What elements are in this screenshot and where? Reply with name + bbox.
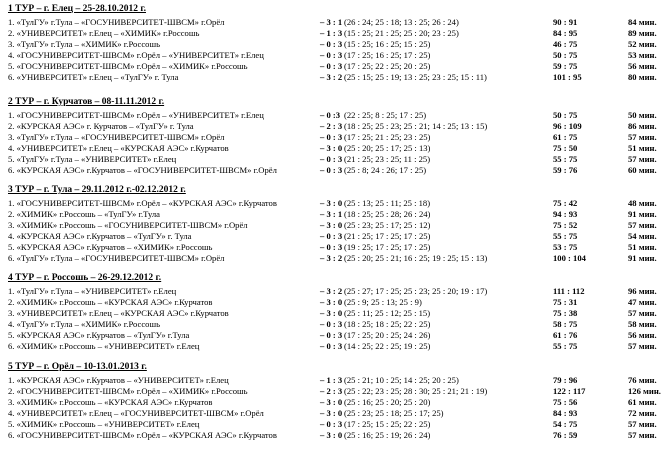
match-duration: 61 мин. [628, 397, 657, 407]
match-score: – 3 : 2 [320, 286, 343, 296]
match-row [8, 72, 658, 82]
match-duration: 51 мин. [628, 242, 657, 252]
match-duration: 84 мин. [628, 17, 657, 27]
match-teams: 1. «ГОСУНИВЕРСИТЕТ-ШВСМ» г.Орёл – «УНИВЕРСИТЕТ» г.Елец [8, 110, 264, 120]
match-teams: 5. «КУРСКАЯ АЭС» г.Курчатов – «ХИМИК» г.Россошь [8, 242, 213, 252]
match-score: – 0 : 3 [320, 319, 343, 329]
match-row [8, 165, 658, 175]
match-points: 122 : 117 [553, 386, 586, 396]
match-duration: 52 мин. [628, 39, 657, 49]
match-row [8, 220, 658, 230]
match-score: – 0 : 3 [320, 154, 343, 164]
match-score: – 3 : 0 [320, 397, 343, 407]
match-score: – 3 : 0 [320, 408, 343, 418]
match-points: 46 : 75 [553, 39, 578, 49]
match-duration: 56 мин. [628, 61, 657, 71]
match-points: 75 : 42 [553, 198, 578, 208]
match-points: 75 : 56 [553, 397, 578, 407]
match-points: 100 : 104 [553, 253, 586, 263]
match-set-scores: (17 : 25; 15 : 25; 22 : 25) [344, 419, 431, 429]
match-score: – 0 : 3 [320, 330, 343, 340]
match-row [8, 308, 658, 318]
match-points: 58 : 75 [553, 319, 578, 329]
match-duration: 50 мин. [628, 110, 657, 120]
match-set-scores: (17 : 25; 21 : 25; 23 : 25) [344, 132, 431, 142]
match-set-scores: (25 : 9; 25 : 13; 25 : 9) [344, 297, 422, 307]
match-row [8, 386, 661, 396]
match-points: 54 : 75 [553, 419, 578, 429]
match-row [8, 297, 658, 307]
match-duration: 89 мин. [628, 28, 657, 38]
match-teams: 5. «ГОСУНИВЕРСИТЕТ-ШВСМ» г.Орёл – «ХИМИК» г.Россошь [8, 61, 248, 71]
match-duration: 53 мин. [628, 50, 657, 60]
match-teams: 3. «ТулГУ» г.Тула – «ХИМИК» г.Россошь [8, 39, 160, 49]
match-set-scores: (25 : 27; 17 : 25; 25 : 23; 25 : 20; 19 : 17) [344, 286, 488, 296]
match-set-scores: (25 : 23; 25 : 18; 25 : 17; 25) [344, 408, 444, 418]
match-row [8, 121, 658, 131]
match-points: 75 : 31 [553, 297, 578, 307]
match-teams: 5. «КУРСКАЯ АЭС» г.Курчатов – «ТулГУ» г.Тула [8, 330, 190, 340]
match-duration: 57 мин. [628, 341, 657, 351]
match-duration: 47 мин. [628, 297, 657, 307]
match-score: – 3 : 0 [320, 308, 343, 318]
match-row [8, 154, 658, 164]
match-row [8, 408, 658, 418]
match-set-scores: (17 : 25; 20 : 25; 24 : 26) [344, 330, 431, 340]
match-duration: 57 мин. [628, 220, 657, 230]
match-teams: 4. «КУРСКАЯ АЭС» г.Курчатов – «ТулГУ» г. Тула [8, 231, 192, 241]
match-duration: 76 мин. [628, 375, 657, 385]
match-teams: 2. «УНИВЕРСИТЕТ» г.Елец – «ХИМИК» г.Россошь [8, 28, 200, 38]
match-row [8, 231, 658, 241]
match-row [8, 375, 658, 385]
match-score: – 3 : 0 [320, 430, 343, 440]
match-row [8, 242, 658, 252]
match-duration: 57 мин. [628, 430, 657, 440]
match-score: – 3 : 0 [320, 220, 343, 230]
match-duration: 91 мин. [628, 209, 657, 219]
match-set-scores: (25 : 23; 25 : 17; 25 : 12) [344, 220, 431, 230]
match-row [8, 132, 658, 142]
match-row [8, 419, 658, 429]
match-points: 94 : 93 [553, 209, 578, 219]
match-row [8, 319, 658, 329]
match-duration: 57 мин. [628, 419, 657, 429]
match-teams: 2. «КУРСКАЯ АЭС» г. Курчатов – «ТулГУ» г. Тула [8, 121, 194, 131]
match-score: – 0 : 3 [320, 419, 343, 429]
match-row [8, 39, 658, 49]
match-set-scores: (19 : 25; 17 : 25; 17 : 25) [344, 242, 431, 252]
match-set-scores: (26 : 24; 25 : 18; 13 : 25; 26 : 24) [344, 17, 459, 27]
match-duration: 48 мин. [628, 198, 657, 208]
match-duration: 57 мин. [628, 154, 657, 164]
match-row [8, 330, 658, 340]
match-set-scores: (25 : 11; 25 : 12; 25 : 15) [344, 308, 431, 318]
match-set-scores: (18 : 25; 25 : 28; 26 : 24) [344, 209, 431, 219]
match-row [8, 28, 658, 38]
match-row [8, 253, 658, 263]
match-teams: 1. «ГОСУНИВЕРСИТЕТ-ШВСМ» г.Орёл – «КУРСКАЯ АЭС» г.Курчатов [8, 198, 277, 208]
match-row [8, 110, 658, 120]
match-row [8, 341, 658, 351]
match-points: 79 : 96 [553, 375, 578, 385]
match-set-scores: (17 : 25; 16 : 25; 17 : 25) [344, 50, 431, 60]
match-duration: 80 мин. [628, 72, 657, 82]
match-teams: 5. «ТулГУ» г.Тула – «УНИВЕРСИТЕТ» г.Елец [8, 154, 177, 164]
match-duration: 58 мин. [628, 319, 657, 329]
match-teams: 3. «ТулГУ» г.Тула – «ГОСУНИВЕРСИТЕТ-ШВСМ» г.Орёл [8, 132, 225, 142]
match-points: 61 : 75 [553, 132, 578, 142]
match-row [8, 17, 658, 27]
match-score: – 3 : 2 [320, 253, 343, 263]
match-score: – 0 : 3 [320, 242, 343, 252]
match-set-scores: (18 : 25; 18 : 25; 22 : 25) [344, 319, 431, 329]
match-teams: 4. «УНИВЕРСИТЕТ» г.Елец – «ГОСУНИВЕРСИТЕТ-ШВСМ» г.Орёл [8, 408, 264, 418]
match-score: – 0 : 3 [320, 231, 343, 241]
match-points: 55 : 75 [553, 154, 578, 164]
match-teams: 3. «ХИМИК» г.Россошь – «КУРСКАЯ АЭС» г.Курчатов [8, 397, 213, 407]
match-teams: 6. «УНИВЕРСИТЕТ» г.Елец – «ТулГУ» г. Тула [8, 72, 179, 82]
match-points: 53 : 75 [553, 242, 578, 252]
match-set-scores: (25 : 16; 25 : 20; 25 : 20) [344, 397, 431, 407]
match-duration: 51 мин. [628, 143, 657, 153]
match-set-scores: (15 : 25; 21 : 25; 25 : 20; 23 : 25) [344, 28, 459, 38]
match-set-scores: (18 : 25; 25 : 23; 25 : 21; 14 : 25; 13 : 15) [344, 121, 488, 131]
match-set-scores: (22 : 25; 8 : 25; 17 : 25) [344, 110, 427, 120]
tour-title: 4 ТУР – г. Россошь – 26-29.12.2012 г. [8, 273, 162, 283]
match-set-scores: (25 : 20; 25 : 21; 16 : 25; 19 : 25; 15 : 13) [344, 253, 488, 263]
match-score: – 0 : 3 [320, 61, 343, 71]
match-set-scores: (17 : 25; 22 : 25; 20 : 25) [344, 61, 431, 71]
match-points: 61 : 76 [553, 330, 578, 340]
match-score: – 3 : 1 [320, 17, 343, 27]
match-points: 50 : 75 [553, 110, 578, 120]
match-teams: 1. «ТулГУ» г.Тула – «УНИВЕРСИТЕТ» г.Елец [8, 286, 177, 296]
match-teams: 3. «УНИВЕРСИТЕТ» г.Елец – «КУРСКАЯ АЭС» г.Курчатов [8, 308, 229, 318]
match-teams: 6. «ХИМИК» г.Россошь – «УНИВЕРСИТЕТ» г.Елец [8, 341, 200, 351]
match-points: 84 : 95 [553, 28, 578, 38]
match-score: – 0 : 3 [320, 165, 343, 175]
match-row [8, 50, 658, 60]
match-teams: 2. «ГОСУНИВЕРСИТЕТ-ШВСМ» г.Орёл – «ХИМИК» г.Россошь [8, 386, 248, 396]
match-teams: 4. «ГОСУНИВЕРСИТЕТ-ШВСМ» г.Орёл – «УНИВЕРСИТЕТ» г.Елец [8, 50, 264, 60]
match-points: 50 : 75 [553, 50, 578, 60]
match-teams: 2. «ХИМИК» г.Россошь – «КУРСКАЯ АЭС» г.Курчатов [8, 297, 213, 307]
match-row [8, 143, 658, 153]
match-set-scores: (15 : 25; 16 : 25; 15 : 25) [344, 39, 431, 49]
match-points: 84 : 93 [553, 408, 578, 418]
match-duration: 56 мин. [628, 330, 657, 340]
match-points: 59 : 76 [553, 165, 578, 175]
match-teams: 6. «КУРСКАЯ АЭС» г.Курчатов – «ГОСУНИВЕРСИТЕТ-ШВСМ» г.Орёл [8, 165, 277, 175]
match-points: 55 : 75 [553, 341, 578, 351]
match-points: 75 : 38 [553, 308, 578, 318]
match-teams: 6. «ТулГУ» г.Тула – «ГОСУНИВЕРСИТЕТ-ШВСМ» г.Орёл [8, 253, 225, 263]
match-set-scores: (25 : 15; 25 : 19; 13 : 25; 23 : 25; 15 : 11) [344, 72, 487, 82]
match-points: 55 : 75 [553, 231, 578, 241]
match-duration: 126 мин. [628, 386, 661, 396]
match-score: – 0 : 3 [320, 132, 343, 142]
match-duration: 54 мин. [628, 231, 657, 241]
match-duration: 57 мин. [628, 308, 657, 318]
match-score: – 0 : 3 [320, 341, 343, 351]
match-points: 101 : 95 [553, 72, 582, 82]
match-points: 96 : 109 [553, 121, 582, 131]
match-set-scores: (21 : 25; 23 : 25; 11 : 25) [344, 154, 431, 164]
match-points: 75 : 50 [553, 143, 578, 153]
match-teams: 6. «ГОСУНИВЕРСИТЕТ-ШВСМ» г.Орёл – «КУРСКАЯ АЭС» г.Курчатов [8, 430, 277, 440]
match-points: 111 : 112 [553, 286, 585, 296]
match-score: – 1 : 3 [320, 375, 343, 385]
match-score: – 2 : 3 [320, 121, 343, 131]
match-teams: 4. «УНИВЕРСИТЕТ» г.Елец – «КУРСКАЯ АЭС» г.Курчатов [8, 143, 229, 153]
match-teams: 3. «ХИМИК» г.Россошь – «ГОСУНИВЕРСИТЕТ-ШВСМ» г.Орёл [8, 220, 248, 230]
match-duration: 86 мин. [628, 121, 657, 131]
match-set-scores: (21 : 25; 17 : 25; 17 : 25) [344, 231, 431, 241]
match-duration: 91 мин. [628, 253, 657, 263]
match-score: – 2 : 3 [320, 386, 343, 396]
match-row [8, 209, 658, 219]
match-row [8, 397, 658, 407]
match-set-scores: (25 : 8; 24 : 26; 17 : 25) [344, 165, 427, 175]
match-row [8, 286, 658, 296]
match-score: – 3 : 0 [320, 143, 343, 153]
tour-title: 5 ТУР – г. Орёл – 10-13.01.2013 г. [8, 362, 147, 372]
match-set-scores: (25 : 21; 10 : 25; 14 : 25; 20 : 25) [344, 375, 459, 385]
match-duration: 57 мин. [628, 132, 657, 142]
match-teams: 5. «ХИМИК» г.Россошь – «УНИВЕРСИТЕТ» г.Елец [8, 419, 200, 429]
tour-title: 1 ТУР – г. Елец – 25-28.10.2012 г. [8, 4, 146, 14]
match-teams: 1. «ТулГУ» г.Тула – «ГОСУНИВЕРСИТЕТ-ШВСМ» г.Орёл [8, 17, 225, 27]
match-row [8, 198, 658, 208]
match-points: 76 : 59 [553, 430, 578, 440]
match-points: 59 : 75 [553, 61, 578, 71]
match-set-scores: (25 : 16; 25 : 19; 26 : 24) [344, 430, 431, 440]
match-teams: 2. «ХИМИК» г.Россошь – «ТулГУ» г.Тула [8, 209, 160, 219]
match-duration: 72 мин. [628, 408, 657, 418]
match-row [8, 61, 658, 71]
match-score: – 0 : 3 [320, 39, 343, 49]
match-score: – 1 : 3 [320, 28, 343, 38]
match-duration: 60 мин. [628, 165, 657, 175]
match-teams: 1. «КУРСКАЯ АЭС» г.Курчатов – «УНИВЕРСИТЕТ» г.Елец [8, 375, 229, 385]
match-score: – 3 : 0 [320, 198, 343, 208]
match-score: – 0 :3 [320, 110, 341, 120]
match-score: – 0 : 3 [320, 50, 343, 60]
match-row [8, 430, 658, 440]
match-points: 75 : 52 [553, 220, 578, 230]
match-teams: 4. «ТулГУ» г.Тула – «ХИМИК» г.Россошь [8, 319, 160, 329]
match-duration: 96 мин. [628, 286, 657, 296]
match-score: – 3 : 0 [320, 297, 343, 307]
tour-title: 2 ТУР – г. Курчатов – 08-11.11.2012 г. [8, 97, 165, 107]
match-score: – 3 : 2 [320, 72, 343, 82]
match-set-scores: (25 : 20; 25 : 17; 25 : 13) [344, 143, 431, 153]
match-score: – 3 : 1 [320, 209, 343, 219]
match-set-scores: (25 : 13; 25 : 11; 25 : 18) [344, 198, 431, 208]
match-set-scores: (14 : 25; 22 : 25; 19 : 25) [344, 341, 431, 351]
match-points: 90 : 91 [553, 17, 578, 27]
match-set-scores: (25 : 22; 23 : 25; 28 : 30; 25 : 21; 21 : 19) [344, 386, 488, 396]
tour-title: 3 ТУР – г. Тула – 29.11.2012 г.-02.12.2012 г. [8, 185, 186, 195]
